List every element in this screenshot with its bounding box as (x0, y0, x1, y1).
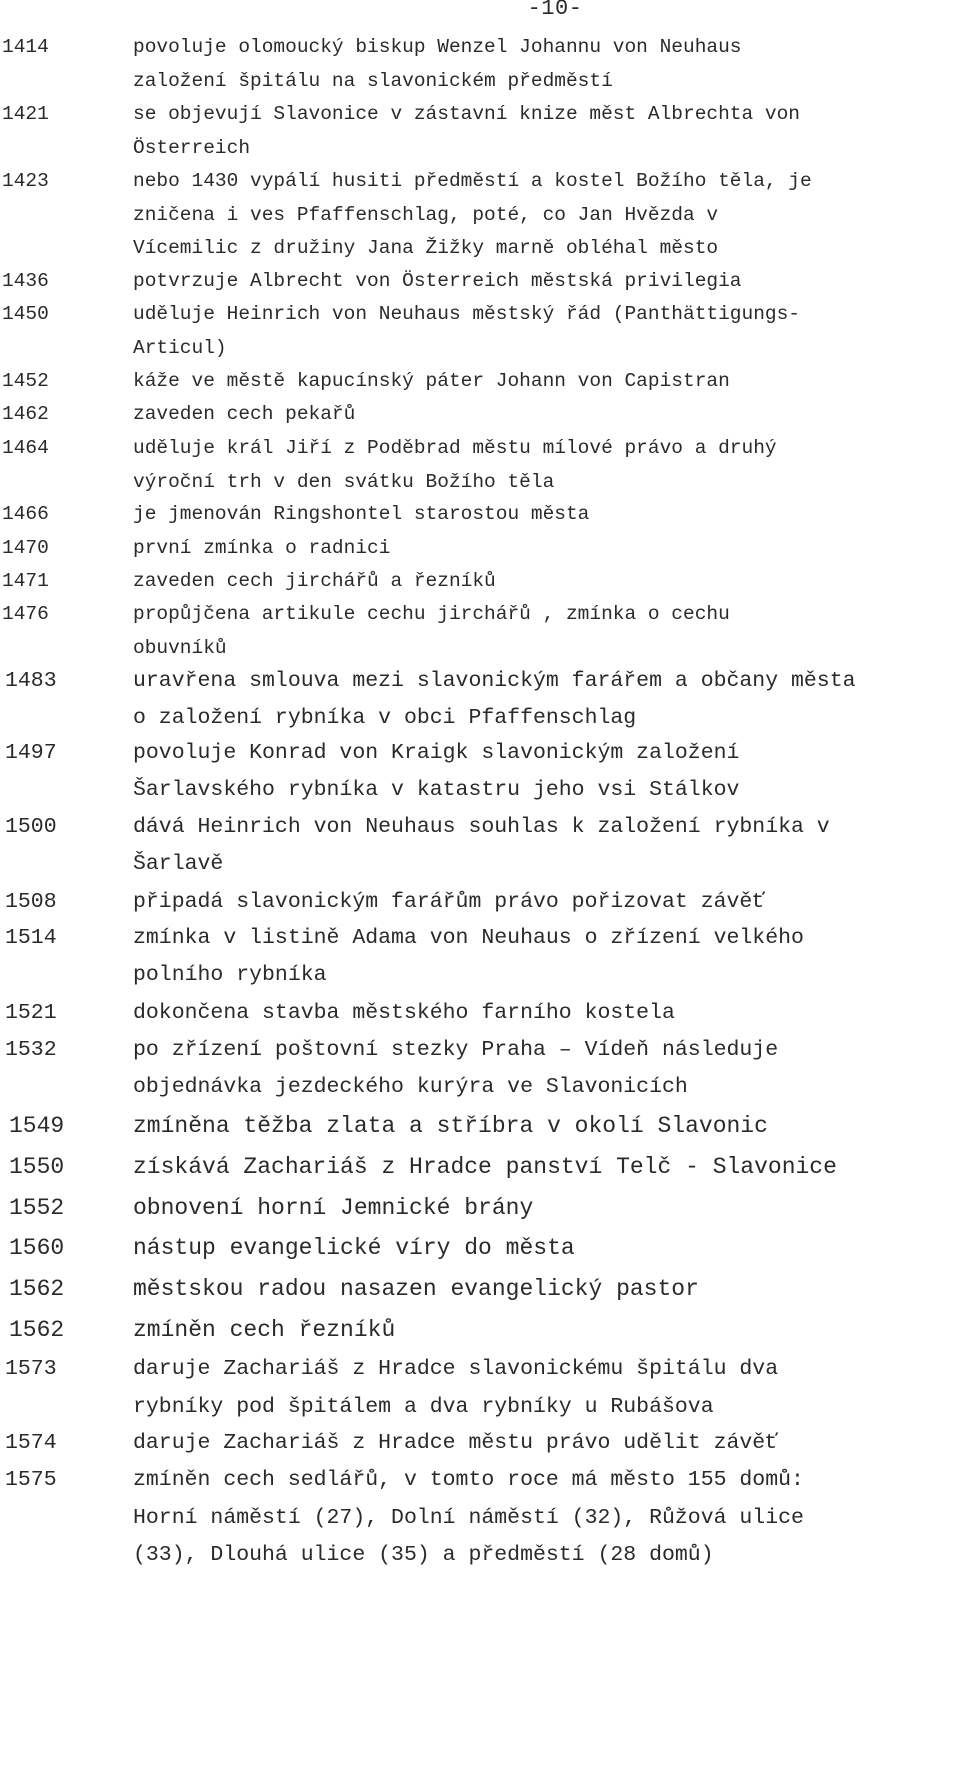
entry-text-line: městskou radou nasazen evangelický pastor (133, 1276, 699, 1302)
entry-text-line: povoluje Konrad von Kraigk slavonickým založení (133, 741, 740, 765)
entry-text-line: založení špitálu na slavonickém předměstí (133, 69, 613, 92)
entry-text-line: zaveden cech pekařů (133, 403, 356, 425)
entry-text-line: káže ve městě kapucínský páter Johann von Capistran (133, 370, 730, 392)
entry-text-line: Vícemilic z družiny Jana Žižky marně obléhal město (133, 237, 719, 259)
entry-text-line: připadá slavonickým farářům právo pořizovat závěť (133, 890, 766, 914)
entry-year: 1532 (5, 1038, 57, 1062)
entry-text-line: obuvníků (133, 636, 227, 659)
entry-year: 1471 (2, 570, 49, 592)
entry-year: 1483 (5, 669, 57, 693)
page-number: -10- (527, 0, 583, 21)
entry-year: 1562 (9, 1317, 65, 1343)
entry-text-line: daruje Zachariáš z Hradce městu právo udělit závěť (133, 1431, 779, 1455)
entry-year: 1550 (9, 1154, 65, 1180)
entry-year: 1421 (2, 103, 49, 125)
entry-text-line: nebo 1430 vypálí husiti předměstí a kostel Božího těla, je (133, 170, 812, 192)
entry-text-line: Šarlavě (133, 851, 224, 876)
entry-year: 1549 (9, 1113, 65, 1139)
entry-year: 1562 (9, 1276, 65, 1302)
entry-year: 1552 (9, 1195, 65, 1221)
entry-year: 1452 (2, 370, 49, 392)
entry-text-line: Österreich (133, 136, 251, 159)
entry-text-line: uravřena smlouva mezi slavonickým farářem a občany města (133, 669, 856, 693)
entry-text-line: zaveden cech jirchářů a řezníků (133, 570, 496, 592)
entry-year: 1500 (5, 815, 57, 839)
entry-year: 1436 (2, 270, 49, 292)
entry-year: 1574 (5, 1431, 57, 1455)
entry-text-line: Articul) (133, 336, 227, 359)
entry-text-line: dává Heinrich von Neuhaus souhlas k založení rybníka v (133, 815, 830, 839)
entry-text-line: zničena i ves Pfaffenschlag, poté, co Jan Hvězda v (133, 203, 719, 226)
entry-text-line: propůjčena artikule cechu jirchářů , zmínka o cechu (133, 603, 730, 625)
entry-year: 1450 (2, 303, 49, 325)
entry-year: 1423 (2, 170, 49, 192)
entry-text-line: polního rybníka (133, 962, 327, 987)
entry-text-line: Horní náměstí (27), Dolní náměstí (32), Růžová ulice (133, 1505, 804, 1530)
entry-year: 1497 (5, 741, 57, 765)
entry-text-line: první zmínka o radnici (133, 537, 391, 559)
entry-text-line: zmínka v listině Adama von Neuhaus o zřízení velkého (133, 926, 804, 950)
entry-year: 1508 (5, 890, 57, 914)
entry-year: 1414 (2, 36, 49, 58)
entry-text-line: uděluje král Jiří z Poděbrad městu mílové právo a druhý (133, 437, 777, 459)
entry-text-line: uděluje Heinrich von Neuhaus městský řád (Panthättigungs- (133, 303, 801, 325)
entry-year: 1476 (2, 603, 49, 625)
entry-text-line: nástup evangelické víry do města (133, 1235, 575, 1261)
entry-text-line: rybníky pod špitálem a dva rybníky u Rubášova (133, 1394, 714, 1419)
entry-text-line: o založení rybníka v obci Pfaffenschlag (133, 705, 637, 730)
entry-year: 1514 (5, 926, 57, 950)
entry-text-line: zmíněn cech sedlářů, v tomto roce má město 155 domů: (133, 1468, 804, 1492)
entry-text-line: povoluje olomoucký biskup Wenzel Johannu von Neuhaus (133, 36, 742, 58)
entry-text-line: (33), Dlouhá ulice (35) a předměstí (28 domů) (133, 1543, 714, 1567)
entry-year: 1464 (2, 437, 49, 459)
entry-text-line: se objevují Slavonice v zástavní knize měst Albrechta von (133, 103, 801, 125)
entry-year: 1575 (5, 1468, 57, 1492)
entry-year: 1470 (2, 537, 49, 559)
entry-text-line: daruje Zachariáš z Hradce slavonickému špitálu dva (133, 1357, 779, 1381)
entry-text-line: potvrzuje Albrecht von Österreich městská privilegia (133, 270, 742, 292)
entry-year: 1466 (2, 503, 49, 525)
entry-text-line: po zřízení poštovní stezky Praha – Vídeň následuje (133, 1038, 779, 1062)
entry-text-line: získává Zachariáš z Hradce panství Telč - Slavonice (133, 1154, 837, 1180)
entry-text-line: objednávka jezdeckého kurýra ve Slavonicích (133, 1074, 688, 1099)
entry-text-line: dokončena stavba městského farního kostela (133, 1001, 675, 1025)
entry-text-line: Šarlavského rybníka v katastru jeho vsi Stálkov (133, 777, 740, 802)
entry-year: 1560 (9, 1235, 65, 1261)
entry-year: 1462 (2, 403, 49, 425)
entry-text-line: obnovení horní Jemnické brány (133, 1195, 534, 1221)
entry-text-line: výroční trh v den svátku Božího těla (133, 470, 555, 493)
entry-text-line: zmíněna těžba zlata a stříbra v okolí Slavonic (133, 1113, 768, 1139)
entry-text-line: je jmenován Ringshontel starostou města (133, 503, 590, 525)
entry-year: 1521 (5, 1001, 57, 1025)
entry-text-line: zmíněn cech řezníků (133, 1317, 396, 1343)
entry-year: 1573 (5, 1357, 57, 1381)
